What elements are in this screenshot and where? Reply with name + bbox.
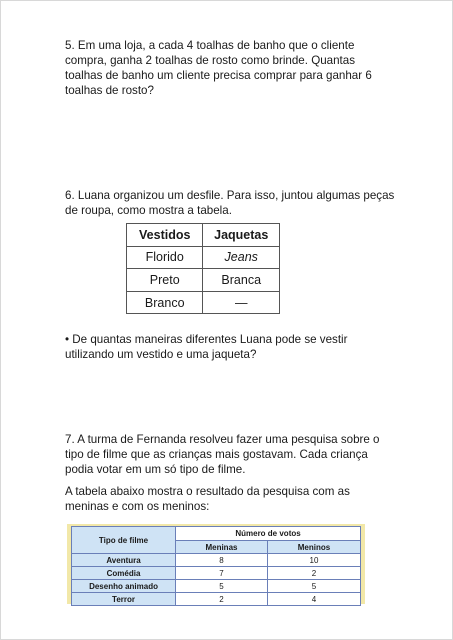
table-row [72,580,361,593]
table-cell: Aventura [72,554,176,567]
table-cell: 10 [267,554,360,567]
table-row [127,291,280,314]
table-cell: Desenho animado [72,580,176,593]
question-6 [65,188,395,218]
question-7-intro-text: A tabela abaixo mostra o resultado da pesquisa com as meninas e com os meninos: [65,485,350,513]
question-7-text: 7. A turma de Fernanda resolveu fazer uma pesquisa sobre o tipo de filme que as crianças mais gostavam. Cada criança podia votar em um só tipo de filme. [65,433,380,476]
votes-table-group-header: Número de votos [176,527,361,541]
table-cell: Florido [127,246,203,269]
clothes-table-header-row [127,224,280,247]
table-cell: Comédia [72,567,176,580]
question-6-text: 6. Luana organizou um desfile. Para isso, juntou algumas peças de roupa, como mostra a tabela. [65,189,395,217]
votes-table-header-row [72,527,361,541]
table-cell: 8 [176,554,268,567]
table-row [127,246,280,269]
table-cell: 2 [176,593,268,606]
table-cell: Branca [203,269,280,292]
clothes-table [126,223,280,314]
table-cell: — [203,291,280,314]
table-row [127,269,280,292]
table-row [72,567,361,580]
question-7 [65,432,395,477]
clothes-table-header: Jaquetas [203,224,280,247]
table-cell: Preto [127,269,203,292]
table-cell: 2 [267,567,360,580]
table-row [72,554,361,567]
table-cell: 4 [267,593,360,606]
votes-table [71,526,361,606]
clothes-table-header: Vestidos [127,224,203,247]
question-7-intro [65,484,395,514]
table-cell: 5 [267,580,360,593]
table-cell: 7 [176,567,268,580]
votes-table-category-header: Tipo de filme [72,527,176,554]
question-5 [65,38,395,98]
votes-table-frame [67,524,365,604]
table-cell: 5 [176,580,268,593]
question-5-text: 5. Em uma loja, a cada 4 toalhas de banho que o cliente compra, ganha 2 toalhas de rosto como brinde. Quantas toalhas de banho um cliente precisa comprar para ganhar 6 toalhas de rosto? [65,39,372,97]
table-cell: Jeans [203,246,280,269]
votes-table-subheader: Meninas [176,541,268,554]
votes-table-subheader: Meninos [267,541,360,554]
table-row [72,593,361,606]
question-6-prompt [65,332,395,362]
question-6-prompt-text: • De quantas maneiras diferentes Luana pode se vestir utilizando um vestido e uma jaqueta? [65,333,348,361]
table-cell: Branco [127,291,203,314]
table-cell: Terror [72,593,176,606]
